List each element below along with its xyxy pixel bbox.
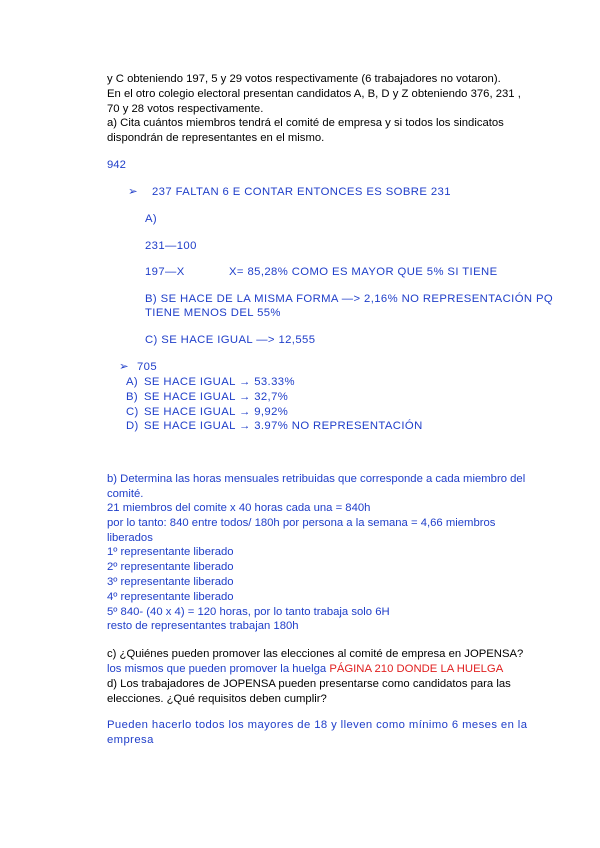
college1-b-line: B) SE HACE DE LA MISMA FORMA —> 2,16% NO REPRESENTACIÓN PQ <box>145 293 554 305</box>
rule-of-three-result: X= 85,28% COMO ES MAYOR QUE 5% SI TIENE <box>229 266 498 278</box>
arrow-bullet-icon: ➢ <box>119 361 129 373</box>
college1-b-line-cont: TIENE MENOS DEL 55% <box>145 307 281 319</box>
answer-line: Pueden hacerlo todos los mayores de 18 y lleven como mínimo 6 meses en la <box>107 719 528 731</box>
answer-line: resto de representantes trabajan 180h <box>107 620 299 633</box>
list-item-label: B) <box>126 390 139 403</box>
college1-header <box>128 185 451 200</box>
answer-line: 5º 840- (40 x 4) = 120 horas, por lo tanto trabaja solo 6H <box>107 605 390 618</box>
section-d-question <box>107 677 511 707</box>
question-line: comité. <box>107 487 144 500</box>
section-d-answer <box>107 718 527 748</box>
college2-header <box>119 360 157 375</box>
answer-line: por lo tanto: 840 entre todos/ 180h por persona a la semana = 4,66 miembros <box>107 516 496 529</box>
section-b-question <box>107 472 525 502</box>
list-item-label: D) <box>126 420 139 433</box>
total-voters: 942 <box>107 159 126 171</box>
intro-line: En el otro colegio electoral presentan candidatos A, B, D y Z obteniendo 376, 231 , <box>107 87 521 100</box>
answer-line: empresa <box>107 733 154 746</box>
question-line: b) Determina las horas mensuales retribuidas que corresponde a cada miembro del <box>107 473 526 485</box>
section-b-answer <box>107 501 495 634</box>
intro-line: y C obteniendo 197, 5 y 29 votos respectivamente (6 trabajadores no votaron). <box>107 73 501 85</box>
answer-line: 21 miembros del comite x 40 horas cada una = 840h <box>107 502 371 514</box>
rule-of-three-line2: 197—X <box>145 266 185 278</box>
college2-list <box>126 375 423 434</box>
list-item <box>126 419 423 434</box>
intro-line: 70 y 28 votos respectivamente. <box>107 102 264 115</box>
intro-paragraph <box>107 72 521 146</box>
rule-of-three-line1: 231—100 <box>145 240 197 252</box>
answer-line: 3º representante liberado <box>107 575 234 588</box>
question-line: d) Los trabajadores de JOPENSA pueden presentarse como candidatos para las <box>107 678 511 690</box>
college2-header-text: 705 <box>137 361 158 373</box>
list-item <box>126 390 423 405</box>
list-item-label: C) <box>126 405 139 418</box>
page-reference: PÁGINA 210 DONDE LA HUELGA <box>329 663 504 675</box>
question-line: elecciones. ¿Qué requisitos deben cumplir? <box>107 692 327 705</box>
college1-a-label: A) <box>145 213 158 225</box>
college1-header-text: 237 FALTAN 6 E CONTAR ENTONCES ES SOBRE 231 <box>152 186 451 198</box>
list-item <box>126 405 423 420</box>
college1-c-line: C) SE HACE IGUAL —> 12,555 <box>145 334 316 346</box>
intro-line: dispondrán de representantes en el mismo. <box>107 132 325 145</box>
answer-line: 4º representante liberado <box>107 590 234 603</box>
section-c-answer <box>107 662 503 677</box>
list-item <box>126 375 423 390</box>
list-item-text: SE HACE IGUAL → 3.97% NO REPRESENTACIÓN <box>144 420 423 433</box>
list-item-text: SE HACE IGUAL → 53.33% <box>144 376 295 388</box>
arrow-bullet-icon: ➢ <box>128 186 138 198</box>
list-item-text: SE HACE IGUAL → 9,92% <box>144 405 289 418</box>
section-c-answer-text: los mismos que pueden promover la huelga <box>107 663 330 675</box>
list-item-label: A) <box>126 376 139 388</box>
list-item-text: SE HACE IGUAL → 32,7% <box>144 390 289 403</box>
answer-line: liberados <box>107 531 153 544</box>
answer-line: 1º representante liberado <box>107 546 234 559</box>
section-c-question: c) ¿Quiénes pueden promover las elecciones al comité de empresa en JOPENSA? <box>107 648 524 660</box>
intro-line: a) Cita cuántos miembros tendrá el comité de empresa y si todos los sindicatos <box>107 117 504 130</box>
answer-line: 2º representante liberado <box>107 561 234 574</box>
